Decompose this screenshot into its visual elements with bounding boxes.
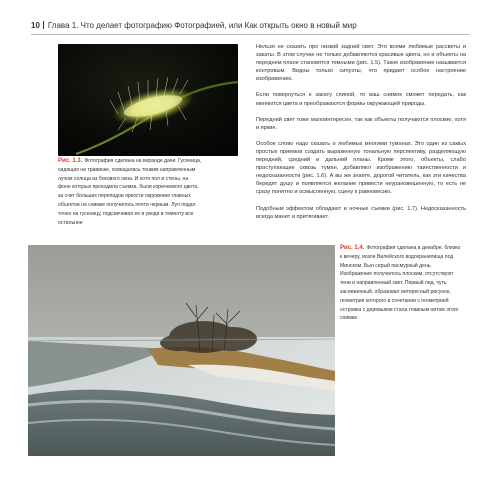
figure-1-4-label: Рис. 1.4. <box>340 245 365 251</box>
figure-1-3-caption-text: Фотография сделана на веранде дачи. Гусеница, сидящая на травинке, освещалась тонким направленным лучом солнца из бокового окна. И хотя пол и стены, на фоне которых проходила съемка, были коричневого цвета, за счет больших перепадов яркости окружение главных объектов на снимке получилось почти черным. Луч подал точно на гусеницу, подсвечивая ее и уводя в темноту все остальное <box>58 158 202 226</box>
caterpillar-photo <box>58 44 238 156</box>
body-text <box>256 43 466 229</box>
figure-1-4-caption <box>340 244 462 323</box>
paragraph: Нельзя не сказать про низкий задний свет. Это всеми любимые рассветы и закаты. В этом случае не только добавляются красивые цвета, но и объекты на переднем плане становятся темными (рис. 1.5). Такое изображение называется контровым. Видны только силуэты, что придает особое настроение изображению. <box>256 44 466 83</box>
chapter-title: Глава 1. Что делает фотографию Фотографией, или Как открыть окно в новый мир <box>47 21 357 30</box>
paragraph: Если повернуться к закату спиной, то ваш снимок сможет передать, как меняются цвета и преображаются формы окружающей природы. <box>256 92 466 107</box>
figure-1-3-caption <box>58 157 202 227</box>
winter-lake-photo <box>28 245 335 456</box>
header-divider <box>43 21 44 29</box>
page-number: 10 <box>31 21 40 30</box>
figure-1-3-label: Рис. 1.3. <box>58 158 83 164</box>
paragraph: Подобным эффектом обладают и ночные съемки (рис. 1.7). Недосказанность всегда манит и притягивает. <box>256 205 466 220</box>
paragraph: Передний свет тоже малоинтересен, так как объекты получаются плоские, хотя и яркие. <box>256 116 466 131</box>
running-header <box>31 20 471 34</box>
header-rule <box>31 34 470 35</box>
paragraph: Особое слово надо сказать о любимых многими туманах. Это один из самых простых приемов создать выраженную тональную перспективу, разделяющую передний, средний и дальний планы. Кроме этого, объекты, слабо проступающие сквозь туман, добавляют изображению таинственности и недосказанности (рис. 1.6). А вы же знаете, дорогой читатель, как эти качества бередят душу и появляется желание привести неурановешенную, то есть не сразу понятно и осмысленную, сцену к равновесию. <box>256 140 466 196</box>
figure-1-4-caption-text: Фотография сделана в декабре, близко к вечеру, возле Вилейского водохранилища под Минском. Был серый пасмурный день. Изображение получилось плоским, отсутствуют тени и направленный свет. Первый лед, чуть заснеженный, образовал интересный рисунок, геометрия которого в сочетании с геометрией островка с деревьями стала главным нитом этого снимка <box>340 245 461 322</box>
